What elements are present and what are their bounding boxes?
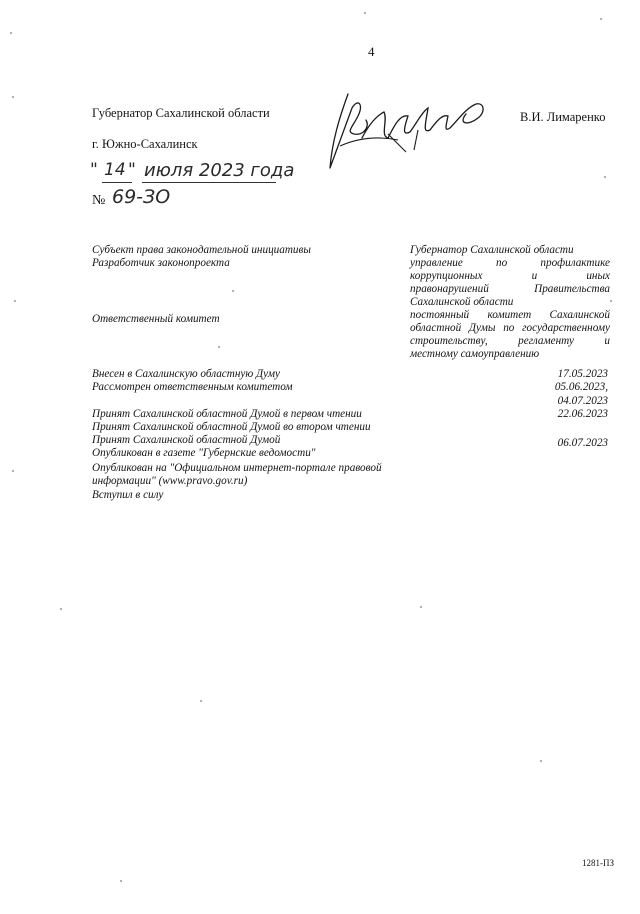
scan-speck [610, 300, 612, 302]
committee-value-line: строительству, регламенту и [410, 335, 610, 347]
scan-speck [120, 880, 122, 882]
scan-speck [604, 176, 606, 178]
scan-speck [232, 290, 234, 292]
number-prefix: № [92, 193, 106, 208]
developer-label: Разработчик законопроекта [92, 257, 230, 269]
published-portal-label: информации" (www.pravo.gov.ru) [92, 475, 248, 487]
committee-value-line: постоянный комитет Сахалинской [410, 309, 610, 321]
signatory-position: Губернатор Сахалинской области [92, 106, 270, 120]
adopted-label: Принят Сахалинской областной Думой [92, 434, 281, 446]
scan-speck [420, 606, 422, 608]
date-month-year: июля 2023 года [144, 160, 295, 181]
second-reading-label: Принят Сахалинской областной Думой во втором чтении [92, 421, 371, 433]
scan-speck [200, 700, 202, 702]
adopted-date: 06.07.2023 [557, 437, 608, 449]
scan-speck [14, 300, 16, 302]
subject-label: Субъект права законодательной инициативы [92, 244, 311, 256]
date-month-underline [142, 182, 276, 183]
scan-speck [600, 18, 602, 20]
document-number: 69-ЗО [112, 186, 171, 208]
in-force-label: Вступил в силу [92, 489, 164, 501]
introduced-label: Внесен в Сахалинскую областную Думу [92, 368, 280, 380]
committee-label: Ответственный комитет [92, 313, 220, 325]
scan-speck [364, 12, 366, 14]
signatory-name: В.И. Лимаренко [520, 110, 606, 124]
reviewed-label: Рассмотрен ответственным комитетом [92, 381, 293, 393]
first-reading-date: 22.06.2023 [557, 408, 608, 420]
developer-value-line: правонарушений Правительства [410, 283, 610, 295]
first-reading-label: Принят Сахалинской областной Думой в первом чтении [92, 408, 362, 420]
scan-speck [60, 608, 62, 610]
handwritten-signature [318, 86, 498, 176]
scan-speck [12, 96, 14, 98]
published-portal-label: Опубликован на "Официальном интернет-портале правовой [92, 462, 382, 474]
reviewed-date: 04.07.2023 [557, 395, 608, 407]
developer-value-line: коррупционных и иных [410, 270, 610, 282]
signing-city: г. Южно-Сахалинск [92, 137, 198, 151]
committee-value-line: местному самоуправлению [410, 348, 540, 360]
page-number: 4 [368, 44, 375, 59]
introduced-date: 17.05.2023 [557, 368, 608, 380]
date-close-quote: " [128, 160, 136, 180]
developer-value-line: Сахалинской области [410, 296, 514, 308]
scan-speck [540, 760, 542, 762]
date-open-quote: " [90, 160, 98, 180]
published-newspaper-label: Опубликован в газете "Губернские ведомости" [92, 447, 316, 459]
scan-speck [218, 346, 220, 348]
committee-value-line: областной Думы по государственному [410, 322, 610, 334]
footer-code: 1281-ПЗ [581, 858, 614, 868]
metadata-values [410, 244, 610, 361]
developer-value-line: управление по профилактике [410, 257, 610, 269]
reviewed-date: 05.06.2023, [554, 381, 608, 393]
subject-value: Губернатор Сахалинской области [410, 244, 574, 256]
scan-speck [10, 32, 12, 34]
date-day: 14 [104, 160, 126, 180]
date-day-underline [102, 182, 132, 183]
scan-speck [12, 470, 14, 472]
